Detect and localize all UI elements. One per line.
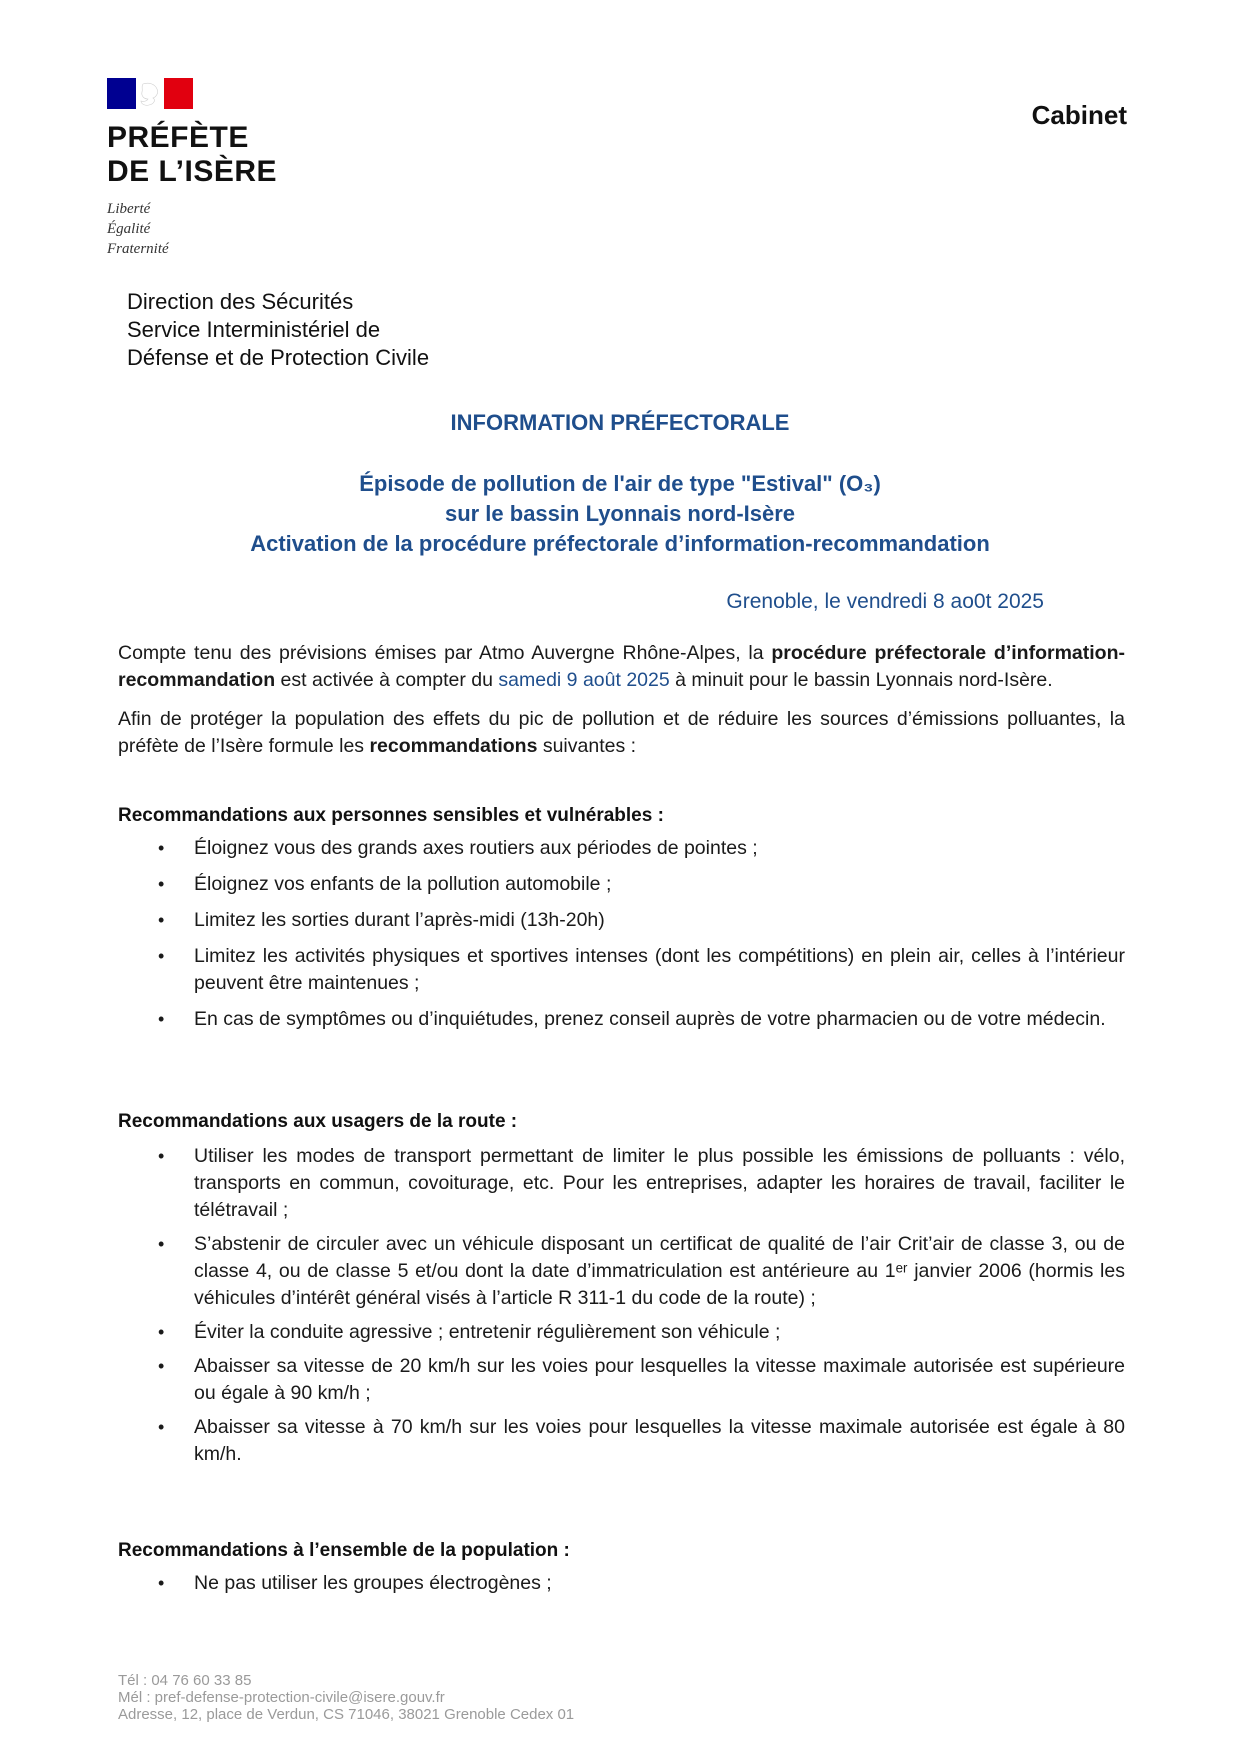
footer-tel: Tél : 04 76 60 33 85 (118, 1672, 252, 1689)
subtitle-line: Activation de la procédure préfectorale d’information-recommandation (250, 531, 990, 556)
list-item: • Ne pas utiliser les groupes électrogènes ; (158, 1572, 552, 1594)
service-label: Cabinet (1031, 100, 1127, 130)
motto-egalite: Égalité (107, 221, 151, 237)
motto-fraternite: Fraternité (107, 241, 169, 257)
subtitle-line: Épisode de pollution de l'air de type "Estival" (O₃) (359, 471, 881, 496)
list-item: • Éloignez vos enfants de la pollution automobile ; (158, 873, 612, 895)
marianne-flag-icon (107, 78, 193, 109)
intro-paragraph-2: Afin de protéger la population des effets du pic de pollution et de réduire les sources d’émissions polluantes, la préfète de l’Isère formule les recommandations suivantes : (118, 708, 1125, 757)
motto-liberte: Liberté (107, 201, 151, 217)
list-item: • Limitez les activités physiques et sportives intenses (dont les compétitions) en plein air, celles à l’intérieur peuvent être maintenues ; (158, 945, 1125, 994)
prefecture-line1: PRÉFÈTE (107, 121, 249, 154)
footer-address: Adresse, 12, place de Verdun, CS 71046, 38021 Grenoble Cedex 01 (118, 1706, 575, 1723)
footer-contact (118, 1672, 574, 1723)
list-item: • Limitez les sorties durant l’après-midi (13h-20h) (158, 909, 605, 931)
section-usagers (118, 1108, 1125, 1468)
recommendation-list (118, 835, 1125, 1033)
direction-block (127, 288, 429, 372)
prefecture-name (107, 121, 307, 189)
footer-email: Mél : pref-defense-protection-civile@isere.gouv.fr (118, 1689, 445, 1706)
recommendation-list (118, 1570, 1125, 1597)
section-heading: Recommandations aux usagers de la route : (118, 1111, 518, 1132)
list-item: • Abaisser sa vitesse de 20 km/h sur les voies pour lesquelles la vitesse maximale autorisée est supérieure ou égale à 90 km/h ; (158, 1355, 1125, 1404)
list-item: • Éloignez vous des grands axes routiers aux périodes de pointes ; (158, 837, 758, 859)
list-item: • En cas de symptômes ou d’inquiétudes, prenez conseil auprès de votre pharmacien ou de votre médecin. (158, 1008, 1106, 1030)
list-item: • Éviter la conduite agressive ; entretenir régulièrement son véhicule ; (158, 1321, 781, 1343)
list-item: • Abaisser sa vitesse à 70 km/h sur les voies pour lesquelles la vitesse maximale autorisée est égale à 80 km/h. (158, 1416, 1125, 1465)
recommendation-list (118, 1143, 1125, 1468)
dateline: Grenoble, le vendredi 8 ao0t 2025 (726, 590, 1044, 613)
subtitle-line: sur le bassin Lyonnais nord-Isère (444, 501, 796, 526)
list-item: • S’abstenir de circuler avec un véhicule disposant un certificat de qualité de l’air Crit’air de classe 3, ou de classe 4, ou de classe 5 et/ou dont la date d’immatriculation est antérieure au 1ᵉʳ janvier 2006 (hormis les véhicules d’intérêt général visés à l’article R 311-1 du code de la route) ; (158, 1233, 1125, 1309)
direction-line: Défense et de Protection Civile (127, 345, 430, 370)
section-heading: Recommandations aux personnes sensibles et vulnérables : (118, 805, 664, 826)
intro-paragraph-1: Compte tenu des prévisions émises par Atmo Auvergne Rhône-Alpes, la procédure préfectorale d’information-recommandation est activée à compter du samedi 9 août 2025 à minuit pour le bassin Lyonnais nord-Isère. (118, 642, 1125, 691)
section-heading: Recommandations à l’ensemble de la population : (118, 1540, 570, 1561)
republic-motto (107, 199, 307, 259)
prefecture-line2: DE L’ISÈRE (107, 155, 278, 188)
document-subtitle (0, 469, 1240, 559)
section-sensibles (118, 802, 1125, 1033)
direction-line: Service Interministériel de (127, 317, 381, 342)
document-title: INFORMATION PRÉFECTORALE (450, 410, 790, 435)
list-item: • Utiliser les modes de transport permettant de limiter le plus possible les émissions de polluants : vélo, transports en commun, covoiturage, etc. Pour les entreprises, adapter les horaires de travail, faciliter le télétravail ; (158, 1145, 1125, 1221)
intro-text (118, 640, 1125, 760)
direction-line: Direction des Sécurités (127, 289, 354, 314)
prefecture-logo (107, 78, 307, 259)
section-population (118, 1537, 1125, 1597)
